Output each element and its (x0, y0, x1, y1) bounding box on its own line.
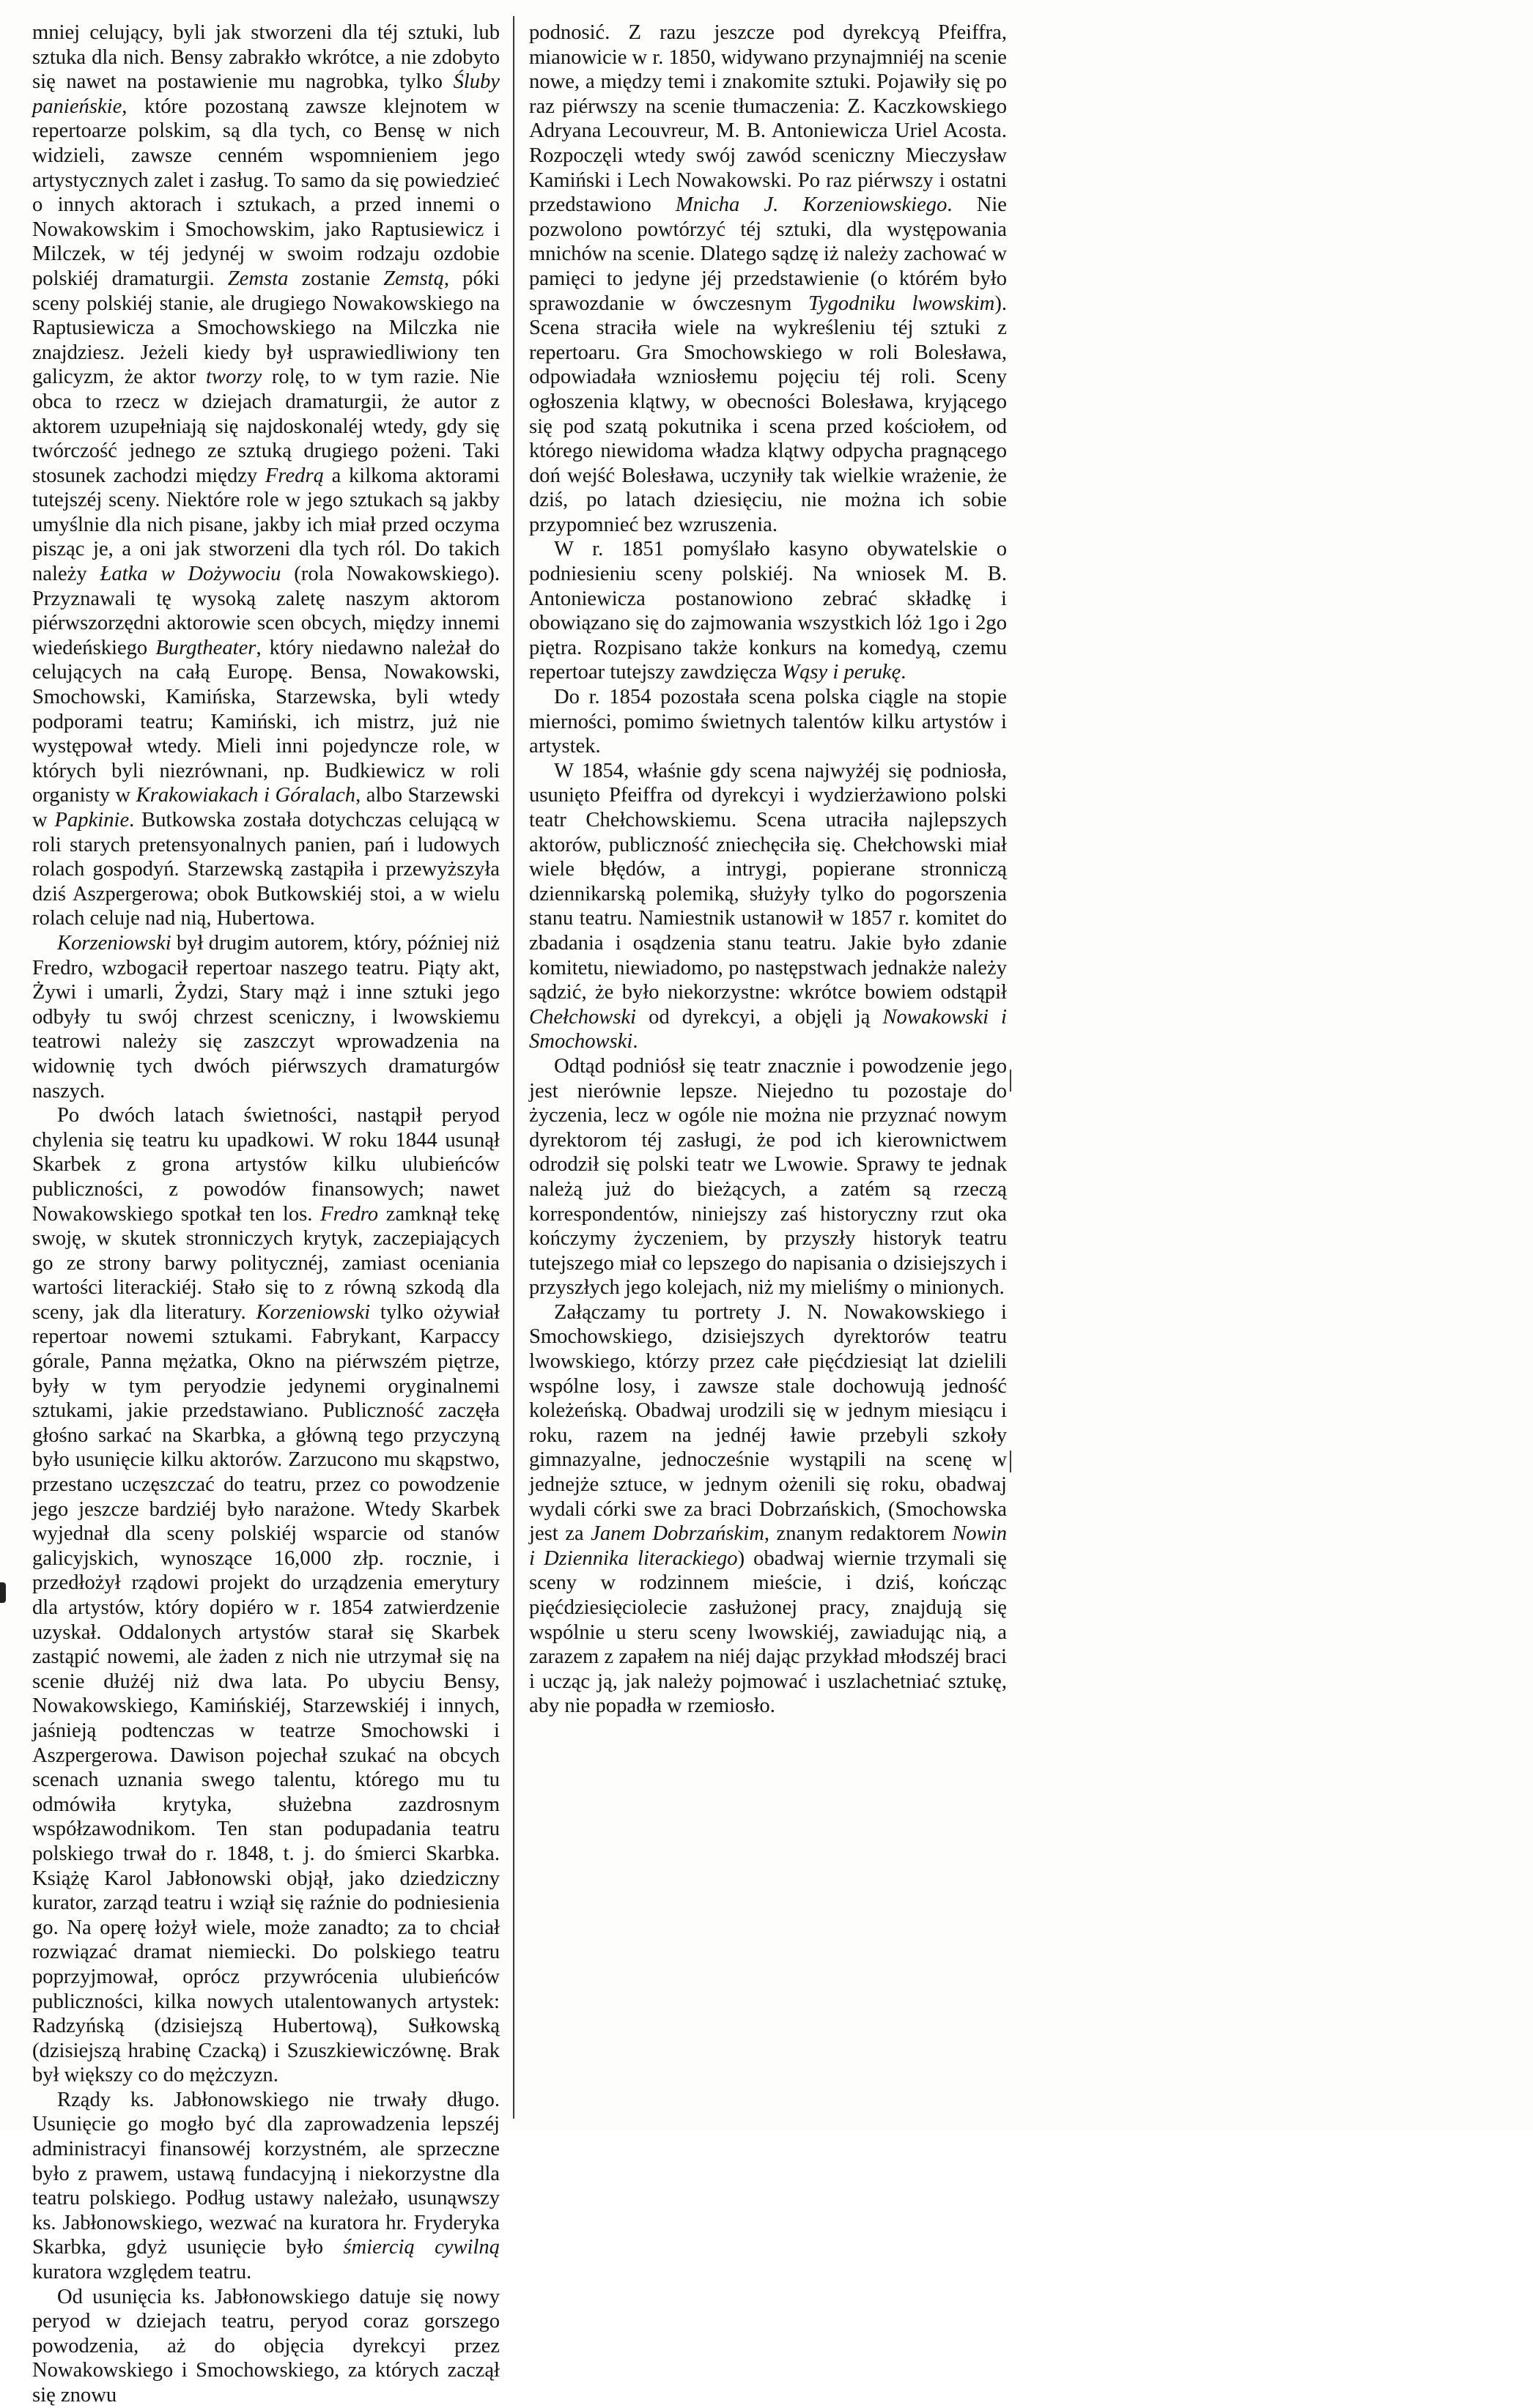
italic-title: Nowin i Dziennika literackiego (529, 1522, 1007, 1570)
paragraph (529, 685, 1007, 759)
italic-title: Nowakowski i Smochowski (529, 1005, 1007, 1053)
paragraph (529, 537, 1007, 685)
text-run: , albo Starzewski w (32, 784, 500, 831)
text-run: był drugim autorem, który, później niż Fredro, wzbogacił repertoar naszego teatru. Piąty akt, Żywi i umarli, Żydzi, Stary mąż i inne sztuki jego odbyły tu swój chrzest sceniczny, i lwowskiemu teatrowi należy się zaszczyt wprowadzenia na widownię tych dwóch piérwszych dramaturgów naszych. (32, 931, 500, 1103)
italic-title: Korzeniowski (57, 931, 171, 955)
margin-tick (1010, 1070, 1011, 1092)
italic-title: śmiercią cywilną (343, 2236, 500, 2259)
italic-title: Burgtheater (155, 636, 256, 659)
paragraph (529, 1300, 1007, 1719)
italic-title: Janem Dobrzańskim (591, 1522, 764, 1546)
text-run: . Butkowska została dotychczas celującą w roli starych pretensyonalnych panien, pań i ludowych rolach gospodyń. Starzewską zastąpiła i przewyższyła dziś Aszpergerowa; obok Butkowskiéj stoi, a w wielu rolach celuje nad nią, Hubertowa. (32, 809, 500, 930)
text-run: ). Scena straciła wiele na wykreśleniu téj sztuki z repertoaru. Gra Smochowskiego w roli Bolesława, odpowiadała wzniosłemu pojęciu téj roli. Sceny ogłoszenia klątwy, w obecności Bolesława, kryjącego się pod szatą pokutnika i scena przed kościołem, od którego niewidoma władza klątwy odpycha pragnącego doń wejść Bolesława, uczyniły tak wielkie wrażenie, że dziś, po latach dziesięciu, nie można ich sobie przypomnieć bez wzruszenia. (529, 292, 1007, 536)
paragraph (32, 931, 500, 1103)
text-run: Odtąd podniósł się teatr znacznie i powodzenie jego jest nierównie lepsze. Niejedno tu pozostaje do życzenia, lecz w ogóle nie można nie przyznać nowym dyrektorom téj zasługi, że pod ich kierownictwem odrodził się polski teatr we Lwowie. Sprawy te jednak należą już do bieżących, a zatém są rzeczą korrespondentów, niniejszy zaś historyczny rzut oka kończymy życzeniem, by przyszły historyk teatru tutejszego miał co lepszego do napisania o dzisiejszych i przyszłych jego kolejach, niż my mieliśmy o minionych. (529, 1054, 1007, 1300)
text-run: , póki sceny polskiéj stanie, ale drugiego Nowakowskiego na Raptusiewicza a Smochowskiego na Milczka nie znajdziesz. Jeżeli kiedy był usprawiedliwiony ten galicyzm, że aktor (32, 267, 500, 389)
paragraph (529, 759, 1007, 1054)
ink-blot (0, 1582, 6, 1603)
italic-title: Korzeniowski (256, 1300, 371, 1324)
text-run: . (901, 661, 906, 684)
italic-title: Chełchowski (529, 1005, 637, 1029)
margin-tick (1010, 1451, 1011, 1472)
paragraph (32, 2285, 500, 2408)
text-run: kuratora względem teatru. (32, 2261, 252, 2284)
text-run: Do r. 1854 pozostała scena polska ciągle na stopie mierności, pomimo świetnych talentów kilku artystów i artystek. (529, 686, 1007, 758)
paragraph (32, 2088, 500, 2285)
paragraph (529, 21, 1007, 537)
text-run: ) obadwaj wiernie trzymali się sceny w rodzinnem mieście, i dziś, kończąc pięćdziesięciolecie zasłużonej pracy, znajdują się wspólnie u steru sceny lwowskiéj, zawiadując nią, a zarazem z zapałem na niéj dając przykład młodszéj braci i ucząc ją, jak należy pojmować i uszlachetniać sztukę, aby nie popadła w rzemiosło. (529, 1546, 1007, 1718)
text-run: podnosić. Z razu jeszcze pod dyrekcyą Pfeiffra, mianowicie w r. 1850, widywano przynajmniéj na scenie nowe, a między temi i znakomite sztuki. Pojawiły się po raz piérwszy na scenie tłumaczenia: Z. Kaczkowskiego Adryana Lecouvreur, M. B. Antoniewicza Uriel Acosta. Rozpoczęli wtedy swój zawód sceniczny Mieczysław Kamiński i Lech Nowakowski. Po raz piérwszy i ostatni przedstawiono (529, 21, 1007, 217)
italic-title: Fredrą (265, 464, 324, 487)
text-run: , znanym redaktorem (764, 1522, 953, 1546)
text-run: od dyrekcyi, a objęli ją (636, 1005, 883, 1029)
text-run: Po dwóch latach świetności, nastąpił peryod chylenia się teatru ku upadkowi. W roku 1844 usunął Skarbek z grona artystów kilku ulubieńców publiczności, z powodów finansowych; nawet Nowakowskiego spotkał ten los. (32, 1104, 500, 1226)
text-run: a kilkoma aktorami tutejszéj sceny. Niektóre role w jego sztukach są jakby umyślnie dla nich pisane, jakby ich miał przed oczyma pisząc je, a oni jak stworzeni dla tych ról. Do takich należy (32, 464, 500, 586)
text-run: . Nie pozwolono powtórzyć téj sztuki, dla występowania mnichów na scenie. Dlatego sądzę iż należy zachować w pamięci to jedyne jéj przedstawienie (o którém było sprawozdanie w ówczesnym (529, 193, 1007, 315)
text-run: Rządy ks. Jabłonowskiego nie trwały długo. Usunięcie go mogło być dla zaprowadzenia lepszéj administracyi finansowéj korzystném, ale sprzeczne było z prawem, ustawą fundacyjną i niekorzystne dla teatru polskiego. Podług ustawy należało, usunąwszy ks. Jabłonowskiego, wezwać na kuratora hr. Fryderyka Skarbka, gdyż usunięcie było (32, 2088, 500, 2259)
paragraph (32, 21, 500, 931)
right-column (529, 21, 1007, 1718)
text-run: Załączamy tu portrety J. N. Nowakowskiego i Smochowskiego, dzisiejszych dyrektorów teatru lwowskiego, którzy przez całe pięćdziesiąt lat dzielili wspólne losy, i zawsze stale dochowują jedność koleżeńską. Obadwaj urodzili się w jednym miesiącu i roku, razem na jednéj ławie przebyli szkoły gimnazyalne, jednocześnie wystąpili na scenę w jednejże sztuce, w jednym ożenili się roku, obadwaj wydali córki swe za braci Dobrzańskich, (Smochowska jest za (529, 1300, 1007, 1546)
text-run: W r. 1851 pomyślało kasyno obywatelskie o podniesieniu sceny polskiéj. Na wniosek M. B. Antoniewicza postanowiono zebrać składkę i obowiązano się do zajmowania wszystkich lóż 1go i 2go piętra. Rozpisano także konkurs na komedyą, czemu repertoar tutejszy zawdzięcza (529, 538, 1007, 684)
italic-title: Mnicha J. Korzeniowskiego (675, 193, 947, 217)
italic-title: Fredro (320, 1202, 379, 1226)
italic-title: Zemstą (383, 267, 444, 290)
text-run: zamknął tekę swoję, w skutek stronniczych krytyk, zaczepiających go ze strony barwy politycznéj, zamiast oceniania wartości literackiéj. Stało się to z równą szkodą dla sceny, jak dla literatury. (32, 1202, 500, 1324)
text-run: W 1854, właśnie gdy scena najwyżéj się podniosła, usunięto Pfeiffra od dyrekcyi i wydzierżawiono polski teatr Chełchowskiemu. Scena utraciła najlepszych aktorów, publiczność zniechęciła się. Chełchowski miał wiele błędów, a intrygi, popierane stronniczą dziennikarską polemiką, służyły tylko do pogorszenia stanu teatru. Namiestnik ustanowił w 1857 r. komitet do zbadania i osądzenia stanu teatru. Jakie było zdanie komitetu, niewiadomo, po następstwach jednakże należy sądzić, że było niekorzystne: wkrótce bowiem odstąpił (529, 759, 1007, 1004)
text-run: Od usunięcia ks. Jabłonowskiego datuje się nowy peryod w dziejach teatru, peryod coraz gorszego powodzenia, aż do objęcia dyrekcyi przez Nowakowskiego i Smochowskiego, za których zaczął się znowu (32, 2285, 500, 2407)
italic-title: Wąsy i perukę (782, 661, 901, 684)
italic-title: Krakowiakach i Góralach (136, 784, 356, 807)
italic-title: tworzy (205, 366, 262, 389)
text-run: (rola Nowakowskiego). Przyznawali tę wysoką zaletę naszym aktorom piérwszorzędni aktorowie scen obcych, między innemi wiedeńskiego (32, 563, 500, 659)
text-run: rolę, to w tym razie. Nie obca to rzecz w dziejach dramaturgii, że autor z aktorem uzupełniają się najdoskonaléj wtedy, gdy się twórczość jednego ze sztuką drugiego pożeni. Taki stosunek zachodzi między (32, 366, 500, 487)
italic-title: Papkinie (54, 809, 130, 831)
text-run: , które pozostaną zawsze klejnotem w repertoarze polskim, są dla tych, co Bensę w nich widzieli, zawsze cenném wspomnieniem jego artystycznych zalet i zasług. To samo da się powiedzieć o innych aktorach i sztukach, a przed innemi o Nowakowskim i Smochowskim, jako Raptusiewicz i Milczek, w téj jedynéj w swoim rodzaju ozdobie polskiéj dramaturgii. (32, 95, 500, 290)
paragraph (32, 1103, 500, 2088)
italic-title: Tygodniku lwowskim (808, 292, 995, 315)
text-run: . (632, 1030, 638, 1053)
column-divider (513, 16, 514, 2119)
text-run: , który niedawno należał do celujących na całą Europę. Bensa, Nowakowski, Smochowski, Kamińska, Starzewska, byli wtedy podporami teatru; Kamiński, ich mistrz, już nie występował wtedy. Mieli inni pojedyncze role, w których byli niezrównani, np. Budkiewicz w roli organisty w (32, 636, 500, 807)
italic-title: Zemsta (227, 267, 289, 290)
italic-title: Śluby panieńskie (32, 70, 500, 118)
italic-title: Łatka w Dożywociu (100, 563, 281, 586)
text-run: tylko ożywiał repertoar nowemi sztukami. Fabrykant, Karpaccy górale, Panna mężatka, Okno na piérwszém piętrze, były w tym peryodzie jedynemi oryginalnemi sztukami, jakie przedstawiano. Publiczność zaczęła głośno sarkać na Skarbka, a główną tego przyczyną było usunięcie kilku aktorów. Zarzucono mu skąpstwo, przestano uczęszczać do teatru, przez co powodzenie jego jeszcze bardziéj było narażone. Wtedy Skarbek wyjednał dla sceny polskiéj wsparcie od stanów galicyjskich, wynoszące 16,000 złp. rocznie, i przedłożył rządowi projekt do urządzenia emerytury dla artystów, który dopiéro w r. 1854 zatwierdzenie uzyskał. Oddalonych artystów starał się Skarbek zastąpić nowemi, ale żaden z nich nie utrzymał się na scenie dłużéj niż dwa lata. Po ubyciu Bensy, Nowakowskiego, Kamińskiéj, Starzewskiéj i innych, jaśnieją podtenczas w teatrze Smochowski i Aszpergerowa. Dawison pojechał szukać na obcych scenach uznania swego talentu, którego mu tu odmówiła krytyka, służebna zazdrosnym współzawodnikom. Ten stan podupadania teatru polskiego trwał do r. 1848, t. j. do śmierci Skarbka. Książę Karol Jabłonowski objął, jako dziedziczny kurator, zarząd teatru i wziął się raźnie do podniesienia go. Na operę łożył wiele, może zanadto; za to chciał rozwiązać dramat niemiecki. Do polskiego teatru poprzyjmował, oprócz przywrócenia ulubieńców publiczności, kilka nowych utalentowanych artystek: Radzyńską (dzisiejszą Hubertową), Sułkowską (dzisiejszą hrabinę Czacką) i Szuszkiewiczównę. Brak był większy co do mężczyzn. (32, 1300, 500, 2087)
paragraph (529, 1054, 1007, 1300)
text-run: zostanie (288, 267, 384, 290)
text-run: mniej celujący, byli jak stworzeni dla téj sztuki, lub sztuka dla nich. Bensy zabrakło wkrótce, a nie zdobyto się nawet na postawienie mu nagrobka, tylko (32, 21, 500, 94)
left-column (32, 21, 500, 2407)
